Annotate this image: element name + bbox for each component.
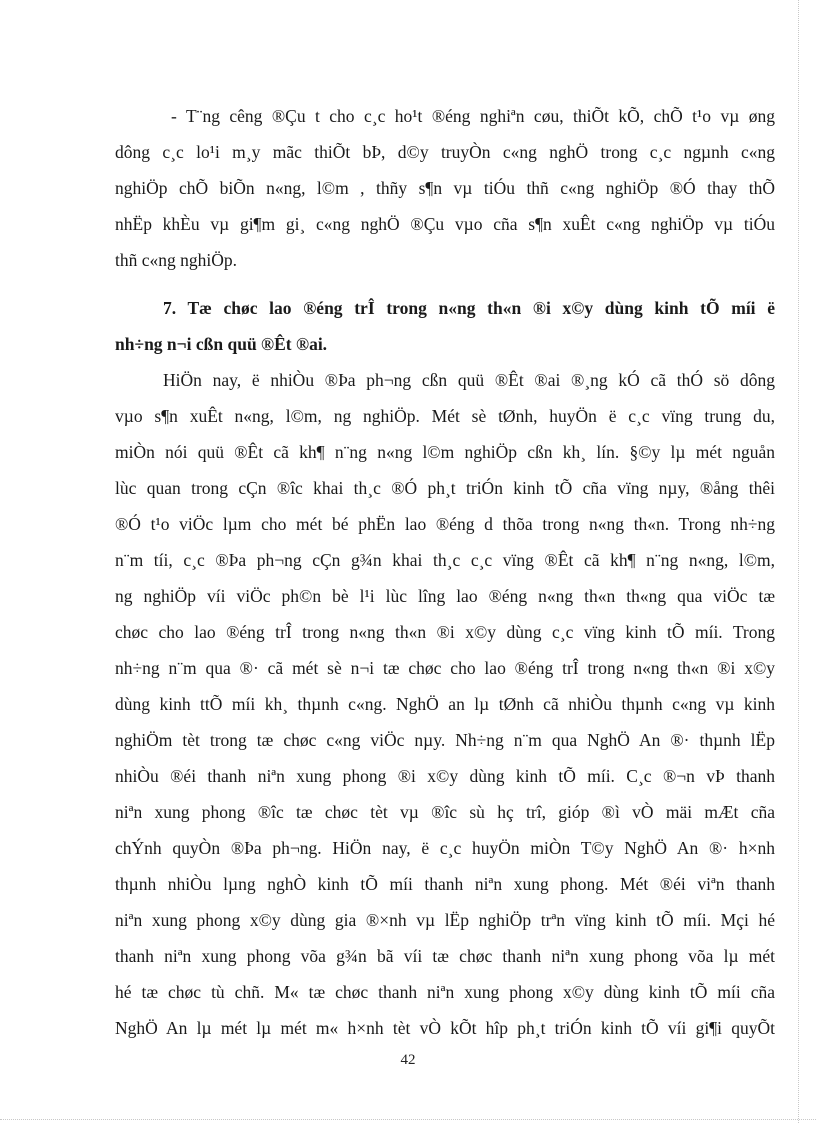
text-line: thµnh nhiÒu lµng nghÒ kinh tÕ míi thanh niªn xung phong. Mét ®éi viªn thanh [115, 874, 775, 894]
text-line: niªn xung phong x©y dùng gia ®×nh vµ lËp nghiÖp trªn vïng kinh tÕ míi. Mçi hé [115, 910, 775, 930]
text-line: thñ c«ng nghiÖp. [115, 250, 238, 270]
text-line: NghÖ An lµ mét lµ mét m« h×nh tèt vÒ kÕt hîp ph¸t triÓn kinh tÕ víi gi¶i quyÕt [115, 1018, 775, 1038]
section-heading [115, 290, 775, 362]
text-line: dông c¸c lo¹i m¸y mãc thiÕt bÞ, d©y truyÒn c«ng nghÖ trong c¸c ngµnh c«ng [115, 142, 775, 162]
text-line: HiÖn nay, ë nhiÒu ®Þa ph¬ng cßn quü ®Êt ®ai ®¸ng kÓ cã thÓ sö dông [163, 370, 775, 390]
text-line: chÝnh quyÒn ®Þa ph¬ng. HiÖn nay, ë c¸c huyÖn miÒn T©y NghÖ An ®· h×nh [115, 838, 775, 858]
text-line: thanh niªn xung phong võa g¾n bã víi tæ chøc thanh niªn xung phong võa lµ mét [115, 946, 775, 966]
text-line: niªn xung phong ®îc tæ chøc tèt vµ ®îc sù hç trî, gióp ®ì vÒ mäi mÆt cña [115, 802, 775, 822]
text-line: nhiÒu ®éi thanh niªn xung phong ®i x©y dùng kinh tÕ míi. C¸c ®¬n vÞ thanh [115, 766, 775, 786]
text-line: nhËp khÈu vµ gi¶m gi¸ c«ng nghÖ ®Çu vµo cña s¶n xuÊt c«ng nghiÖp vµ tiÓu [115, 214, 775, 234]
heading-line: nh÷ng n¬i cßn quü ®Êt ®ai. [115, 334, 328, 354]
page-number: 42 [400, 1052, 416, 1068]
paragraph-1 [115, 98, 775, 278]
text-line: ®Ó t¹o viÖc lµm cho mét bé phËn lao ®éng d thõa trong n«ng th«n. Trong nh÷ng [115, 514, 775, 534]
text-line: - T¨ng cêng ®Çu t cho c¸c ho¹t ®éng nghiªn cøu, thiÕt kÕ, chÕ t¹o vµ øng [171, 106, 775, 126]
text-line: nghiÖp chÕ biÕn n«ng, l©m , thñy s¶n vµ tiÓu thñ c«ng nghiÖp ®Ó thay thÕ [115, 178, 775, 198]
text-line: miÒn nói quü ®Êt cã kh¶ n¨ng n«ng l©m nghiÖp cßn kh¸ lín. §©y lµ mét nguån [115, 442, 775, 462]
page-body [115, 98, 775, 1046]
text-line: nh÷ng n¨m qua ®· cã mét sè n¬i tæ chøc cho lao ®éng trÎ trong n«ng th«n ®i x©y [115, 658, 775, 678]
paragraph-2 [115, 362, 775, 1046]
text-line: nghiÖm tèt trong tæ chøc c«ng viÖc nµy. Nh÷ng n¨m qua NghÖ An ®· thµnh lËp [115, 730, 775, 750]
text-line: chøc cho lao ®éng trÎ trong n«ng th«n ®i x©y dùng c¸c vïng kinh tÕ míi. Trong [115, 622, 775, 642]
text-line: n¨m tíi, c¸c ®Þa ph¬ng cÇn g¾n khai th¸c c¸c vïng ®Êt cã kh¶ n¨ng n«ng, l©m, [115, 550, 775, 570]
text-line: ng nghiÖp víi viÖc ph©n bè l¹i lùc lîng lao ®éng n«ng th«n th«ng qua viÖc tæ [115, 586, 775, 606]
heading-line: 7. Tæ chøc lao ®éng trÎ trong n«ng th«n ®i x©y dùng kinh tÕ míi ë [163, 298, 775, 318]
text-line: dùng kinh ttÕ míi kh¸ thµnh c«ng. NghÖ an lµ tØnh cã nhiÒu thµnh c«ng vµ kinh [115, 694, 775, 714]
text-line: hé tæ chøc tù chñ. M« tæ chøc thanh niªn xung phong x©y dùng kinh tÕ míi cña [115, 982, 775, 1002]
text-line: lùc quan trong cÇn ®îc khai th¸c ®Ó ph¸t triÓn kinh tÕ cña vïng nµy, ®ång thêi [115, 478, 775, 498]
text-line: vµo s¶n xuÊt n«ng, l©m, ng nghiÖp. Mét sè tØnh, huyÖn ë c¸c vïng trung du, [115, 406, 775, 426]
